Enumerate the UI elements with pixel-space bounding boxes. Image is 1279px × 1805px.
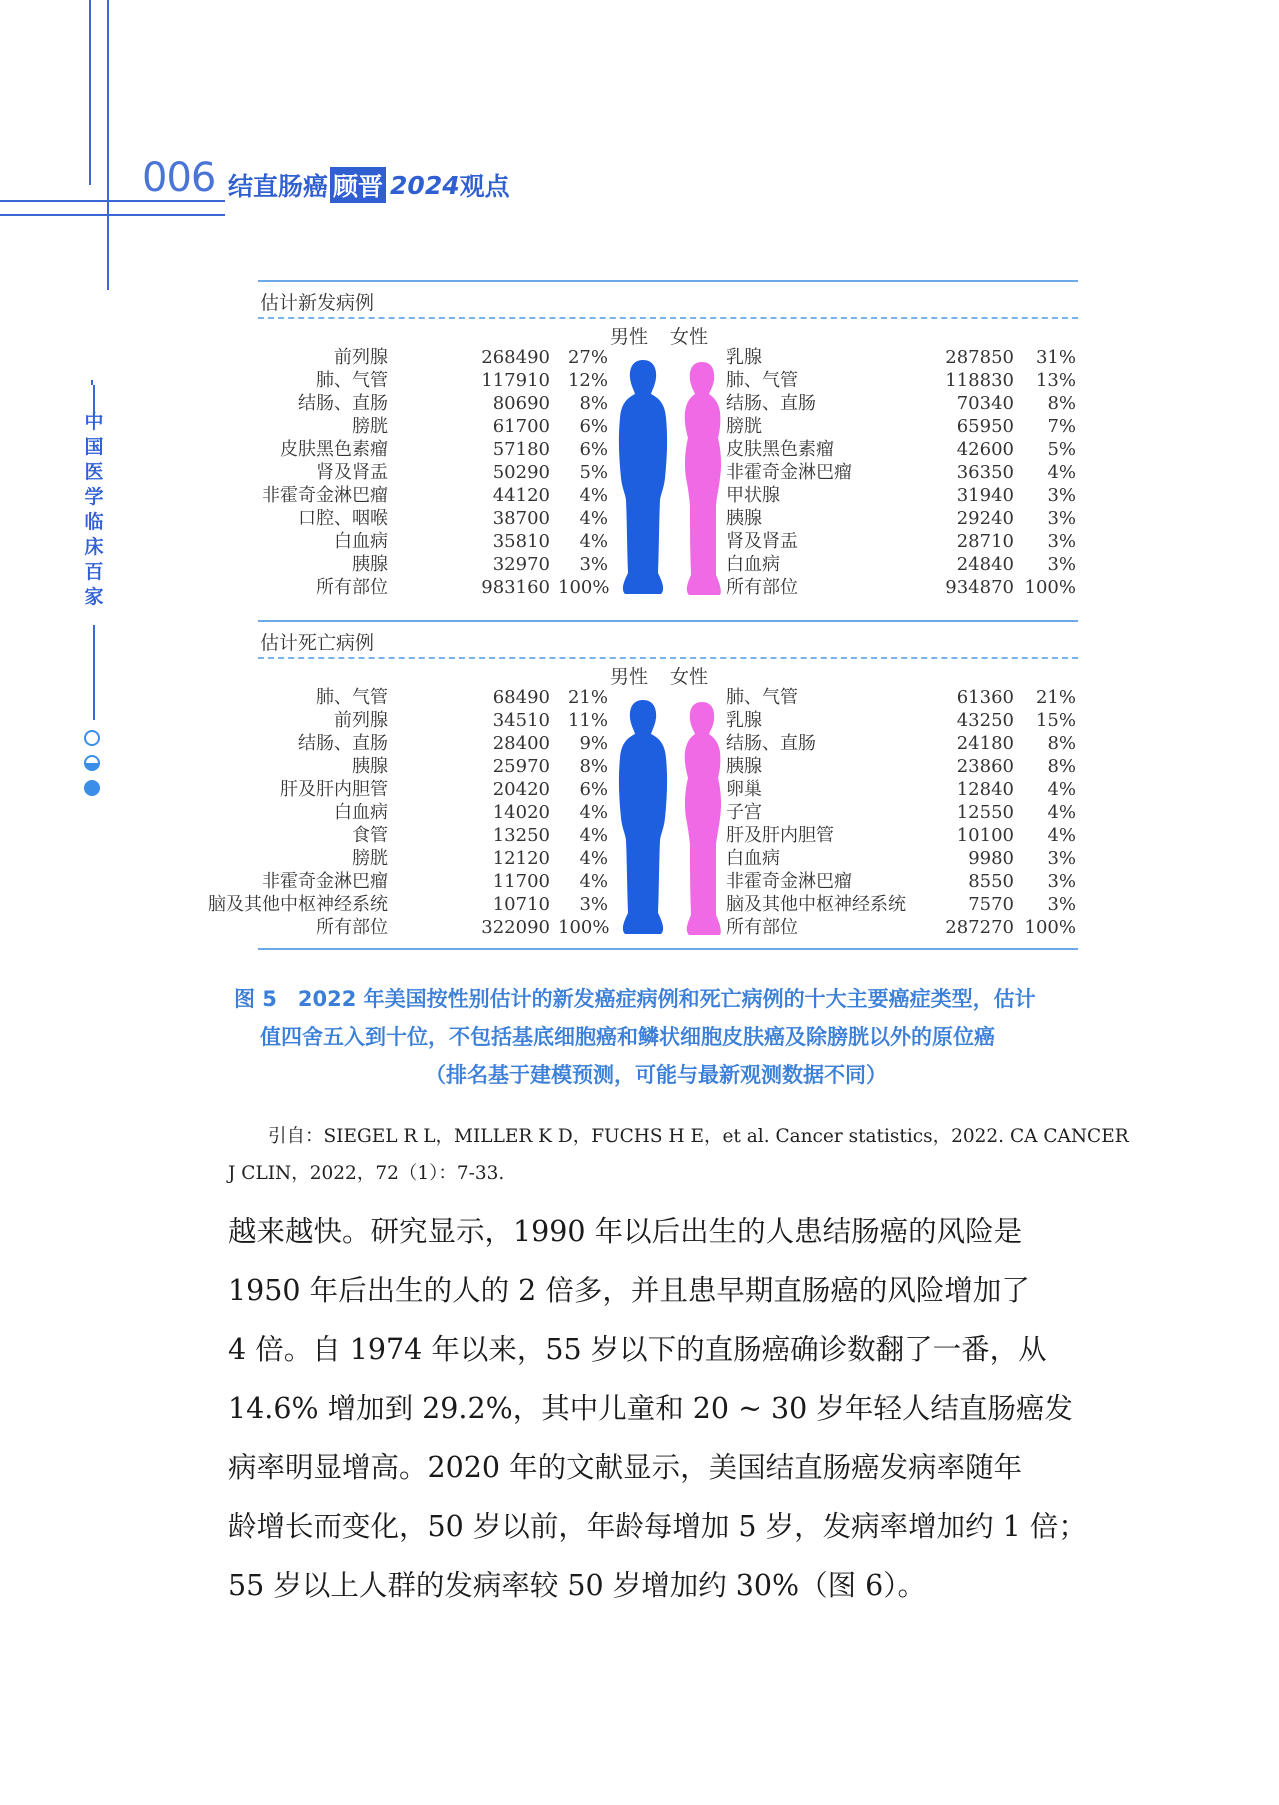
case-count: 28400: [492, 733, 550, 754]
case-count: 10100: [956, 825, 1014, 846]
site-label: 肾及肾盂: [316, 462, 388, 483]
site-label: 膀胱: [726, 416, 762, 437]
site-label: 膀胱: [352, 416, 388, 437]
side-rule-bottom: [93, 625, 95, 720]
case-count: 44120: [492, 485, 550, 506]
caption-line: 值四舍五入到十位，不包括基底细胞癌和鳞状细胞皮肤癌及除膀胱以外的原位癌: [260, 1025, 995, 1049]
page-number: 006: [142, 155, 216, 201]
case-count: 38700: [492, 508, 550, 529]
case-percent: 15%: [1035, 710, 1076, 731]
citation-line: 引自：SIEGEL R L，MILLER K D，FUCHS H E，et al. Cancer statistics，2022. CA CANCER: [268, 1126, 1129, 1147]
side-char: 学: [84, 486, 104, 508]
mortality-title: 估计死亡病例: [260, 632, 375, 654]
table-row: [258, 485, 1078, 507]
case-count: 29240: [956, 508, 1014, 529]
case-count: 57180: [492, 439, 550, 460]
site-label: 肝及肝内胆管: [726, 825, 834, 846]
case-percent: 8%: [579, 756, 608, 777]
case-count: 14020: [492, 802, 550, 823]
case-percent: 3%: [1047, 508, 1076, 529]
body-line: 14.6% 增加到 29.2%，其中儿童和 20 ~ 30 岁年轻人结直肠癌发: [228, 1392, 1073, 1425]
site-label: 非霍奇金淋巴瘤: [262, 485, 388, 506]
site-label: 脑及其他中枢神经系统: [726, 894, 906, 915]
case-percent: 3%: [1047, 848, 1076, 869]
site-label: 甲状腺: [726, 485, 780, 506]
table-row: [258, 347, 1078, 369]
case-percent: 100%: [1024, 917, 1076, 938]
table-row: [258, 733, 1078, 755]
dot-empty-icon: [84, 730, 100, 746]
site-label: 结肠、直肠: [298, 733, 388, 754]
site-label: 结肠、直肠: [726, 393, 816, 414]
case-percent: 31%: [1035, 347, 1076, 368]
case-count: 12550: [956, 802, 1014, 823]
case-percent: 4%: [1047, 802, 1076, 823]
book-title-pre: 结直肠癌: [228, 172, 329, 201]
site-label: 白血病: [726, 848, 780, 869]
panel-dash-rule: [258, 317, 1078, 319]
case-percent: 8%: [579, 393, 608, 414]
case-count: 10710: [492, 894, 550, 915]
case-percent: 100%: [1024, 577, 1076, 598]
case-percent: 8%: [1047, 393, 1076, 414]
site-label: 乳腺: [726, 347, 762, 368]
body-paragraph: [228, 1202, 1148, 1615]
case-count: 934870: [945, 577, 1014, 598]
case-percent: 3%: [1047, 485, 1076, 506]
case-count: 268490: [481, 347, 550, 368]
table-row: [258, 508, 1078, 530]
case-percent: 5%: [1047, 439, 1076, 460]
table-row: [258, 871, 1078, 893]
case-count: 8550: [968, 871, 1014, 892]
case-percent: 4%: [579, 508, 608, 529]
table-row: [258, 848, 1078, 870]
case-count: 24180: [956, 733, 1014, 754]
site-label: 肺、气管: [726, 370, 798, 391]
site-label: 胰腺: [726, 756, 762, 777]
case-count: 13250: [492, 825, 550, 846]
case-count: 117910: [481, 370, 550, 391]
site-label: 口腔、咽喉: [298, 508, 388, 529]
case-count: 32970: [492, 554, 550, 575]
body-line: 55 岁以上人群的发病率较 50 岁增加约 30%（图 6）。: [228, 1569, 927, 1602]
case-percent: 4%: [1047, 825, 1076, 846]
caption-line: 图 5 2022 年美国按性别估计的新发癌症病例和死亡病例的十大主要癌症类型，估计: [234, 987, 1036, 1011]
case-percent: 7%: [1047, 416, 1076, 437]
case-percent: 4%: [579, 871, 608, 892]
body-line: 病率明显增高。2020 年的文献显示，美国结直肠癌发病率随年: [228, 1451, 1023, 1484]
case-percent: 5%: [579, 462, 608, 483]
side-char: 百: [84, 561, 104, 583]
case-percent: 4%: [1047, 462, 1076, 483]
case-percent: 100%: [558, 917, 610, 938]
panel-dash-rule: [258, 657, 1078, 659]
case-percent: 4%: [1047, 779, 1076, 800]
case-count: 61700: [492, 416, 550, 437]
case-percent: 4%: [579, 848, 608, 869]
book-title-post: 观点: [459, 172, 510, 201]
table-row-total: [258, 917, 1078, 939]
body-line: 越来越快。研究显示，1990 年以后出生的人患结肠癌的风险是: [228, 1215, 1023, 1248]
case-percent: 3%: [1047, 531, 1076, 552]
male-label: 男性: [610, 666, 649, 688]
case-count: 11700: [492, 871, 550, 892]
panel-top-rule: [258, 620, 1078, 622]
table-row: [258, 393, 1078, 415]
site-label: 白血病: [334, 531, 388, 552]
citation: [228, 1118, 1138, 1192]
site-label: 皮肤黑色素瘤: [280, 439, 388, 460]
site-label: 肺、气管: [316, 687, 388, 708]
case-percent: 3%: [1047, 894, 1076, 915]
case-count: 12840: [956, 779, 1014, 800]
site-label: 所有部位: [316, 577, 388, 598]
site-label: 食管: [352, 825, 388, 846]
site-label: 乳腺: [726, 710, 762, 731]
case-percent: 6%: [579, 416, 608, 437]
side-char: 中: [84, 411, 104, 433]
case-count: 50290: [492, 462, 550, 483]
case-percent: 8%: [1047, 756, 1076, 777]
case-percent: 4%: [579, 531, 608, 552]
case-count: 322090: [481, 917, 550, 938]
case-percent: 13%: [1035, 370, 1076, 391]
site-label: 白血病: [334, 802, 388, 823]
case-percent: 8%: [1047, 733, 1076, 754]
male-label: 男性: [610, 326, 649, 348]
mortality-panel: [208, 620, 1078, 960]
female-label: 女性: [670, 326, 709, 348]
case-count: 118830: [945, 370, 1014, 391]
case-count: 28710: [956, 531, 1014, 552]
case-count: 35810: [492, 531, 550, 552]
case-count: 287270: [945, 917, 1014, 938]
site-label: 皮肤黑色素瘤: [726, 439, 834, 460]
table-row: [258, 554, 1078, 576]
table-row: [258, 802, 1078, 824]
site-label: 肺、气管: [726, 687, 798, 708]
case-percent: 4%: [579, 802, 608, 823]
case-percent: 3%: [579, 894, 608, 915]
site-label: 肺、气管: [316, 370, 388, 391]
table-row: [258, 439, 1078, 461]
case-count: 31940: [956, 485, 1014, 506]
female-label: 女性: [670, 666, 709, 688]
case-percent: 3%: [1047, 554, 1076, 575]
incidence-panel: [258, 280, 1078, 610]
site-label: 胰腺: [726, 508, 762, 529]
site-label: 脑及其他中枢神经系统: [208, 894, 388, 915]
book-title-author: 顾晋: [330, 167, 386, 203]
dot-full-icon: [84, 780, 100, 796]
site-label: 胰腺: [352, 554, 388, 575]
case-percent: 21%: [1035, 687, 1076, 708]
case-count: 68490: [492, 687, 550, 708]
site-label: 肝及肝内胆管: [280, 779, 388, 800]
site-label: 非霍奇金淋巴瘤: [726, 871, 852, 892]
case-count: 9980: [968, 848, 1014, 869]
table-row: [258, 416, 1078, 438]
site-label: 结肠、直肠: [726, 733, 816, 754]
caption-line: （排名基于建模预测，可能与最新观测数据不同）: [425, 1063, 887, 1087]
body-line: 龄增长而变化，50 岁以前，年龄每增加 5 岁，发病率增加约 1 倍；: [228, 1510, 1087, 1543]
site-label: 膀胱: [352, 848, 388, 869]
case-count: 12120: [492, 848, 550, 869]
site-label: 子宫: [726, 802, 762, 823]
table-row: [258, 370, 1078, 392]
case-percent: 3%: [1047, 871, 1076, 892]
site-label: 所有部位: [726, 577, 798, 598]
case-percent: 21%: [567, 687, 608, 708]
figure-caption: [220, 980, 1120, 1094]
figure-bottom-rule: [258, 948, 1078, 950]
site-label: 胰腺: [352, 756, 388, 777]
site-label: 结肠、直肠: [298, 393, 388, 414]
case-percent: 12%: [567, 370, 608, 391]
dot-half-icon: [84, 755, 100, 771]
side-char: 床: [84, 536, 104, 558]
book-title: [228, 167, 510, 203]
incidence-title: 估计新发病例: [260, 292, 375, 314]
table-row: [258, 779, 1078, 801]
site-label: 白血病: [726, 554, 780, 575]
case-percent: 3%: [579, 554, 608, 575]
site-label: 卵巢: [726, 779, 762, 800]
case-count: 61360: [956, 687, 1014, 708]
body-line: 4 倍。自 1974 年以来，55 岁以下的直肠癌确诊数翻了一番，从: [228, 1333, 1047, 1366]
table-row-total: [258, 577, 1078, 599]
case-count: 25970: [492, 756, 550, 777]
panel-top-rule: [258, 280, 1078, 282]
table-row: [258, 687, 1078, 709]
case-percent: 4%: [579, 485, 608, 506]
case-count: 24840: [956, 554, 1014, 575]
frame-line-top-inner: [0, 214, 225, 216]
site-label: 前列腺: [334, 710, 388, 731]
book-title-year: 2024: [390, 170, 460, 200]
case-count: 36350: [956, 462, 1014, 483]
case-count: 34510: [492, 710, 550, 731]
case-percent: 4%: [579, 825, 608, 846]
table-row: [258, 894, 1078, 916]
case-count: 23860: [956, 756, 1014, 777]
site-label: 所有部位: [316, 917, 388, 938]
citation-line: J CLIN，2022，72（1）：7-33.: [228, 1163, 505, 1184]
frame-line-left-outer: [89, 0, 91, 185]
site-label: 非霍奇金淋巴瘤: [726, 462, 852, 483]
site-label: 所有部位: [726, 917, 798, 938]
table-row: [258, 756, 1078, 778]
table-row: [258, 825, 1078, 847]
site-label: 非霍奇金淋巴瘤: [262, 871, 388, 892]
table-row: [258, 462, 1078, 484]
frame-line-left-inner: [107, 0, 109, 290]
case-count: 20420: [492, 779, 550, 800]
site-label: 前列腺: [334, 347, 388, 368]
side-char: 医: [84, 461, 104, 483]
site-label: 肾及肾盂: [726, 531, 798, 552]
case-percent: 9%: [579, 733, 608, 754]
case-count: 70340: [956, 393, 1014, 414]
case-count: 42600: [956, 439, 1014, 460]
case-count: 43250: [956, 710, 1014, 731]
case-count: 287850: [945, 347, 1014, 368]
case-count: 983160: [481, 577, 550, 598]
body-line: 1950 年后出生的人的 2 倍多，并且患早期直肠癌的风险增加了: [228, 1274, 1030, 1307]
case-count: 7570: [968, 894, 1014, 915]
side-char: 家: [84, 586, 104, 608]
side-char: 国: [84, 436, 104, 458]
side-series-title: [82, 410, 106, 610]
case-percent: 6%: [579, 779, 608, 800]
case-percent: 11%: [567, 710, 608, 731]
case-count: 80690: [492, 393, 550, 414]
case-percent: 6%: [579, 439, 608, 460]
case-percent: 100%: [558, 577, 610, 598]
side-char: 临: [84, 511, 104, 533]
table-row: [258, 710, 1078, 732]
case-count: 65950: [956, 416, 1014, 437]
case-percent: 27%: [567, 347, 608, 368]
table-row: [258, 531, 1078, 553]
